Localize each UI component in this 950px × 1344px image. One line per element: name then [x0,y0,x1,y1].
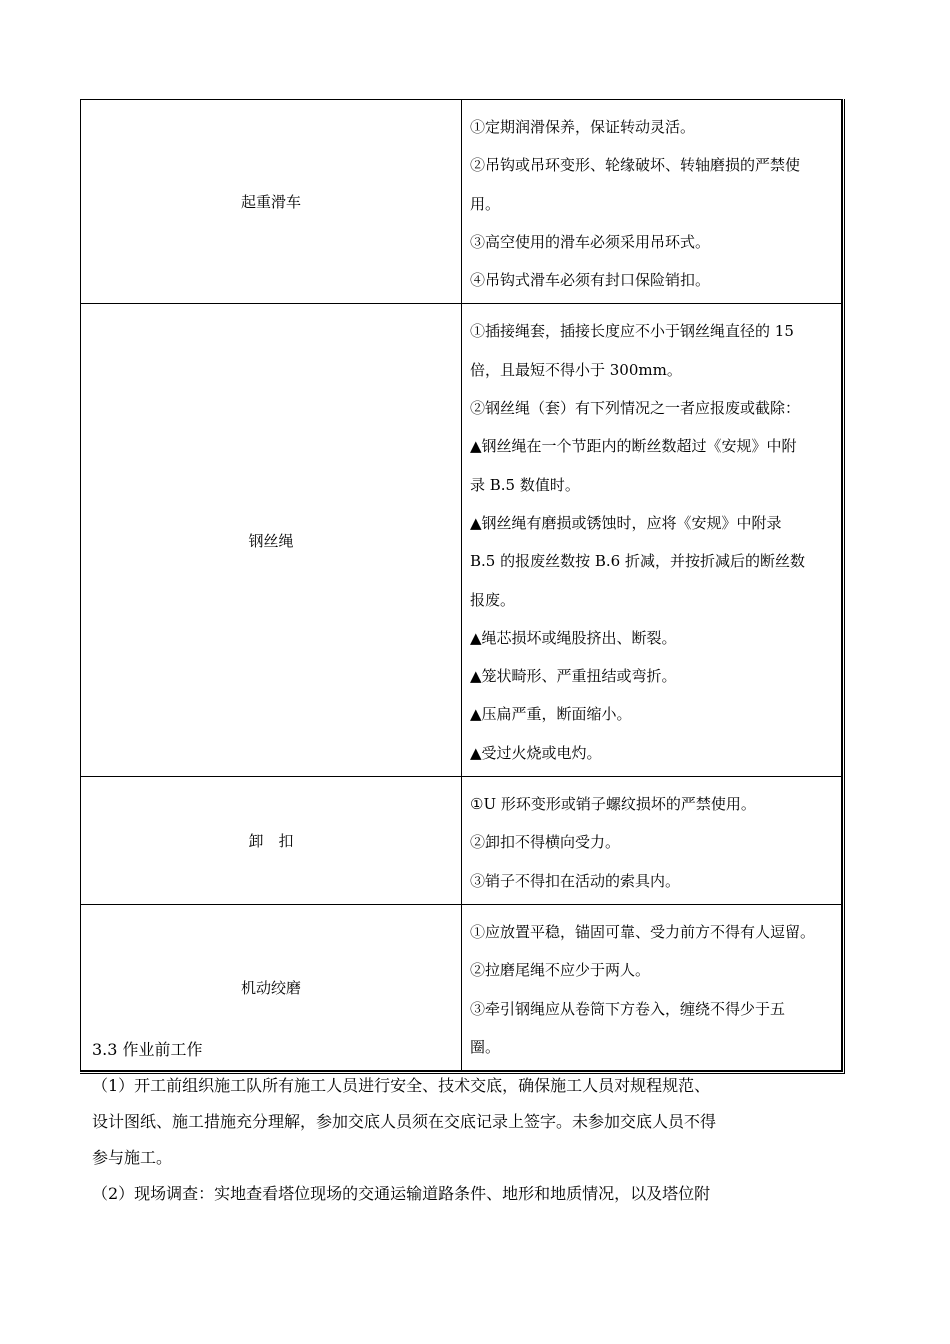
requirement-line: ①插接绳套，插接长度应不小于钢丝绳直径的 15 [470,322,794,341]
equipment-name-cell: 钢丝绳 [81,304,462,777]
requirements-cell [462,100,842,304]
paragraph-line: （2）现场调查：实地查看塔位现场的交通运输道路条件、地形和地质情况，以及塔位附 [92,1184,711,1203]
equipment-name-cell: 起重滑车 [81,100,462,304]
requirement-line: ②钢丝绳（套）有下列情况之一者应报废或截除： [470,399,801,418]
requirements-cell [462,777,842,905]
requirement-line: ④吊钩式滑车必须有封口保险销扣。 [470,271,711,290]
requirements-cell [462,304,842,777]
requirement-line: ③销子不得扣在活动的索具内。 [470,871,681,890]
equipment-name-cell: 机动绞磨 [81,904,462,1070]
inspection-table [80,99,842,1071]
equipment-inspection-table [80,99,845,1074]
equipment-name-cell: 卸 扣 [81,777,462,905]
requirement-line: 录 B.5 数值时。 [470,475,580,494]
requirement-line: ①定期润滑保养，保证转动灵活。 [470,118,696,136]
requirement-line: 圈。 [470,1037,501,1056]
paragraph-line: 参与施工。 [92,1148,173,1167]
section-heading: 3.3 作业前工作 [92,1040,203,1059]
requirement-line: ①U 形环变形或销子螺纹损坏的严禁使用。 [470,795,756,814]
section-text [92,1032,837,1212]
requirement-line: ②吊钩或吊环变形、轮缘破坏、转轴磨损的严禁使 [470,156,801,175]
requirement-line: ③高空使用的滑车必须采用吊环式。 [470,232,711,251]
requirement-line: 倍，且最短不得小于 300mm。 [470,360,682,379]
requirement-line: ▲笼状畸形、严重扭结或弯折。 [470,667,677,686]
table-row [81,777,842,905]
paragraph-line: （1）开工前组织施工队所有施工人员进行安全、技术交底，确保施工人员对规程规范、 [92,1076,711,1095]
requirement-line: B.5 的报废丝数按 B.6 折减，并按折减后的断丝数 [470,552,805,571]
requirement-line: ▲压扁严重，断面缩小。 [470,705,632,724]
paragraph-line: 设计图纸、施工措施充分理解，参加交底人员须在交底记录上签字。未参加交底人员不得 [92,1112,717,1131]
requirement-line: ▲钢丝绳有磨损或锈蚀时，应将《安规》中附录 [470,513,782,532]
requirement-line: ▲受过火烧或电灼。 [470,743,602,762]
requirement-line: ②拉磨尾绳不应少于两人。 [470,961,651,980]
requirement-line: 用。 [470,194,501,213]
requirement-line: ③牵引钢绳应从卷筒下方卷入，缠绕不得少于五 [470,999,786,1018]
requirement-line: 报废。 [470,590,516,609]
requirement-line: ①应放置平稳，锚固可靠、受力前方不得有人逗留。 [470,922,816,941]
requirement-line: ▲钢丝绳在一个节距内的断丝数超过《安规》中附 [470,437,797,456]
table-body [81,100,842,1071]
requirement-line: ②卸扣不得横向受力。 [470,833,621,852]
table-row [81,304,842,777]
requirement-line: ▲绳芯损坏或绳股挤出、断裂。 [470,628,677,647]
table-row [81,100,842,304]
